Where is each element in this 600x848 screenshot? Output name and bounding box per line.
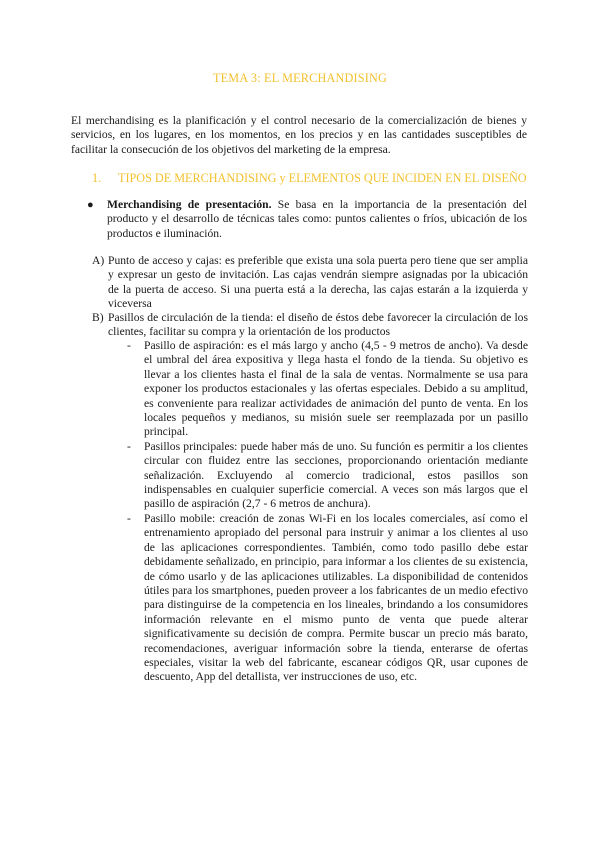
intro-paragraph: El merchandising es la planificación y el control necesario de la comercialización de bienes y servicios, en los lugares, en los momentos, en los precios y en las cantidades susceptibles de facilitar la consecución de los objetivos del marketing de la empresa. bbox=[71, 114, 527, 156]
bullet-description: Se basa en la importancia de la presentación del producto y el desarrollo de técnicas tales como: puntos calientes o fríos, ubicación de los productos e iluminación. bbox=[107, 198, 527, 240]
list-marker-a: A) bbox=[92, 254, 105, 267]
list-item-b bbox=[92, 311, 528, 340]
bullet-text bbox=[107, 198, 527, 241]
bullet-item-presentacion bbox=[87, 198, 527, 241]
sublist-item-mobile bbox=[127, 512, 528, 685]
list-marker-b: B) bbox=[92, 311, 104, 324]
sublist-text: Pasillos principales: puede haber más de uno. Su función es permitir a los clientes circular con fluidez entre las secciones, proporcionando orientación mediante señalización. Excluyendo al comercio tradicional, estos pasillos son indispensables en cualquier superficie comercial. A veces son más largos que el pasillo de aspiración (2,7 - 6 metros de anchura). bbox=[144, 439, 528, 511]
sublist-marker: - bbox=[127, 439, 131, 453]
sublist-text: Pasillo de aspiración: es el más largo y ancho (4,5 - 9 metros de ancho). Va desde el umbral del área expositiva y llega hasta el fondo de la tienda. Su objetivo es llevar a los clientes hasta el final de la sala de ventas. Normalmente se usa para exponer los productos estacionales y las ofertas especiales. Debido a su amplitud, es conveniente para realizar actividades de animación del punto de venta. En los locales pequeños y medianos, su misión suele ser reemplazada por un pasillo principal. bbox=[144, 339, 528, 439]
section-number: 1. bbox=[92, 171, 102, 185]
section-heading-text: TIPOS DE MERCHANDISING y ELEMENTOS QUE INCIDEN EN EL DISEÑO bbox=[118, 171, 527, 185]
sublist-text: Pasillo mobile: creación de zonas Wi-Fi en los locales comerciales, así como el entrenamiento apropiado del personal para instruir y animar a los clientes al uso de las aplicaciones correspondientes. También, como todo pasillo debe estar debidamente señalizado, en principio, para informar a los clientes de su existencia, de cómo usarlo y de las aplicaciones utilizables. La disponibilidad de contenidos útiles para los smartphones, pueden proveer a los fabricantes de un medio efectivo para distinguirse de la competencia en los lineales, brindando a los consumidores información relevante en el mismo punto de venta que puede alterar significativamente su decisión de compra. Permite buscar un precio más barato, recomendaciones, averiguar información sobre la tienda, enterarse de ofertas especiales, visitar la web del fabricante, escanear códigos QR, usar cupones de descuento, App del detallista, ver instrucciones de uso, etc. bbox=[144, 511, 528, 684]
section-heading-1 bbox=[92, 171, 532, 185]
list-text-b: Pasillos de circulación de la tienda: el diseño de éstos debe favorecer la circulación de los clientes, facilitar su compra y la orientación de los productos bbox=[108, 311, 528, 339]
document-title: TEMA 3: EL MERCHANDISING bbox=[213, 71, 387, 85]
sublist-item-aspiracion bbox=[127, 339, 528, 440]
sublist-pasillos bbox=[127, 339, 528, 685]
bullet-marker: ● bbox=[87, 199, 94, 211]
sublist-item-principales bbox=[127, 440, 528, 512]
sublist-marker: - bbox=[127, 511, 131, 525]
bullet-bold-term: Merchandising de presentación. bbox=[107, 198, 272, 211]
list-item-a bbox=[92, 254, 528, 312]
sublist-marker: - bbox=[127, 339, 131, 352]
list-text-a: Punto de acceso y cajas: es preferible que exista una sola puerta pero tiene que ser amplia y expresar un gesto de invitación. Las cajas vendrán siempre asignadas por la ubicación de la puerta de acceso. Si una puerta está a la derecha, las cajas estarán a la izquierda y viceversa bbox=[108, 254, 528, 311]
